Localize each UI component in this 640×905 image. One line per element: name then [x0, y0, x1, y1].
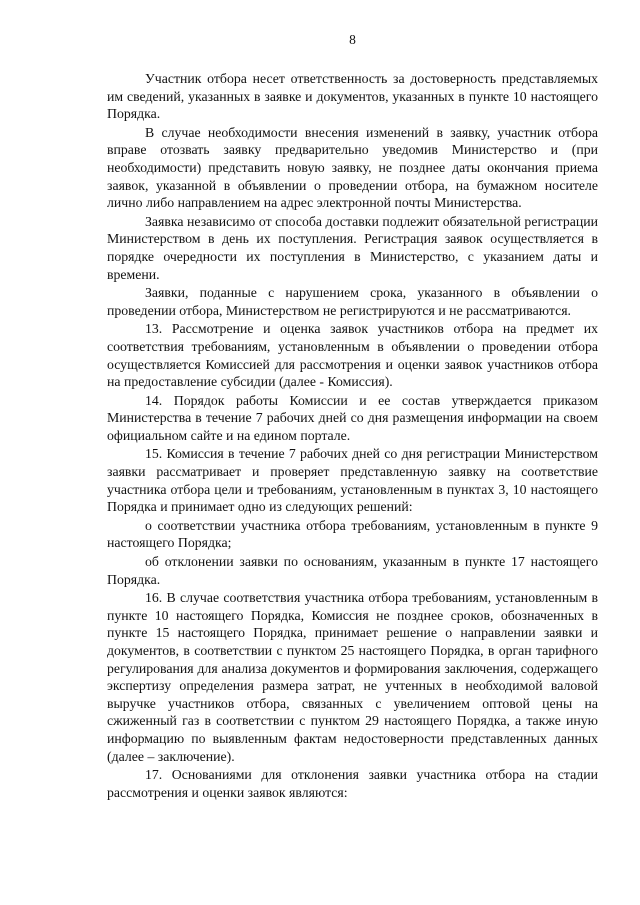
paragraph-item-14: 14. Порядок работы Комиссии и ее состав утверждается приказом Министерства в течение 7 рабочих дней со дня размещения информации на своем официальном сайте и на едином портале.	[107, 392, 598, 443]
document-body	[107, 70, 598, 801]
paragraph-decision-compliance: о соответствии участника отбора требованиям, установленным в пункте 9 настоящего Порядка;	[107, 517, 598, 551]
paragraph-late-applications: Заявки, поданные с нарушением срока, указанного в объявлении о проведении отбора, Министерством не регистрируются и не рассматриваются.	[107, 285, 598, 318]
paragraph-item-17: 17. Основаниями для отклонения заявки участника отбора на стадии рассмотрения и оценки заявок являются:	[107, 767, 598, 800]
page-number: 8	[349, 32, 356, 47]
paragraph-decision-rejection: об отклонении заявки по основаниям, указанным в пункте 17 настоящего Порядка.	[107, 554, 598, 587]
paragraph-responsibility: Участник отбора несет ответственность за достоверность представляемых им сведений, указанных в заявке и документов, указанных в пункте 10 настоящего Порядка.	[107, 71, 598, 122]
paragraph-application-changes: В случае необходимости внесения изменений в заявку, участник отбора вправе отозвать заявку предварительно уведомив Министерство и (при необходимости) представить новую заявку, не позднее даты окончания приема заявок, указанной в объявлении о проведении отбора, на бумажном носителе лично либо направлением на адрес электронной почты Министерства.	[107, 124, 598, 211]
paragraph-registration: Заявка независимо от способа доставки подлежит обязательной регистрации Министерством в день их поступления. Регистрация заявок осуществляется в порядке очередности их поступления в Министерство, с указанием даты и времени.	[107, 213, 598, 282]
paragraph-item-16: 16. В случае соответствия участника отбора требованиям, установленным в пункте 10 настоящего Порядка, Комиссия не позднее сроков, обозначенных в пункте 15 настоящего Порядка, принимает решение о направлении заявки и документов, в соответствии с пунктом 25 настоящего Порядка, в орган тарифного регулирования для анализа документов и формирования заключения, содержащего экспертизу определения размера затрат, не учтенных в необходимой валовой выручке участников отбора, связанных с увеличением оптовой цены на сжиженный газ в соответствии с пунктом 29 настоящего Порядка, а также иную информацию по выявленным фактам недостоверности представленных данных (далее – заключение).	[107, 590, 598, 764]
paragraph-item-15: 15. Комиссия в течение 7 рабочих дней со дня регистрации Министерством заявки рассматривает и проверяет представленную заявку на соответствие участника отбора цели и требованиям, установленным в пунктах 3, 10 настоящего Порядка и принимает одно из следующих решений:	[107, 446, 598, 515]
paragraph-item-13: 13. Рассмотрение и оценка заявок участников отбора на предмет их соответствия требованиям, установленным в объявлении о проведении отбора осуществляется Комиссией для рассмотрения и оценки заявок участников отбора на предоставление субсидии (далее - Комиссия).	[107, 321, 598, 390]
